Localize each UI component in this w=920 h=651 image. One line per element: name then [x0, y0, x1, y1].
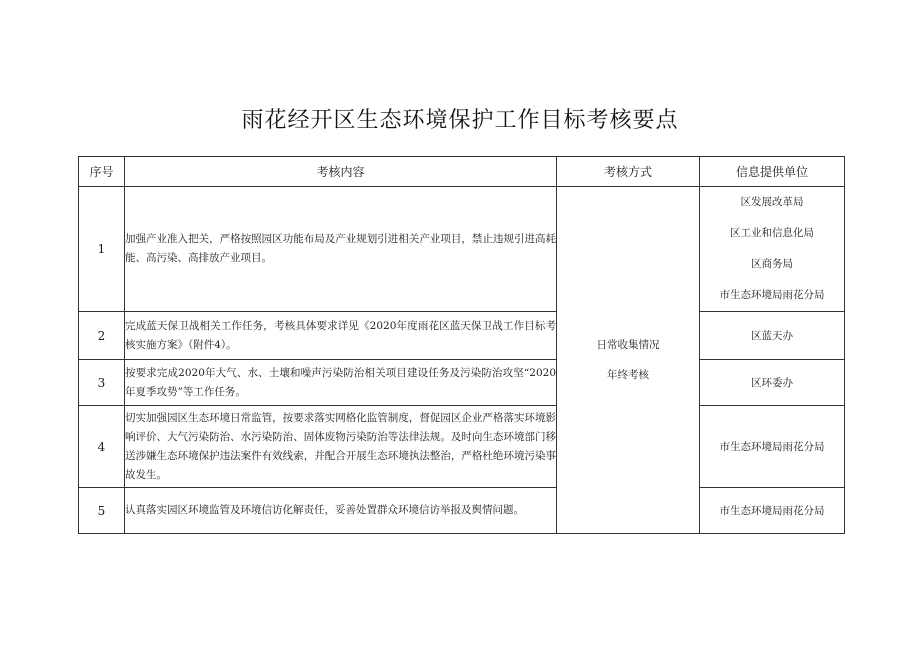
header-unit: 信息提供单位 [700, 157, 845, 187]
unit-item: 区蓝天办 [751, 330, 793, 342]
unit-item: 市生态环境局雨花分局 [719, 505, 825, 517]
header-content: 考核内容 [125, 157, 557, 187]
row-content: 认真落实园区环境监管及环境信访化解责任，妥善处置群众环境信访举报及舆情问题。 [125, 488, 557, 534]
row-content: 完成蓝天保卫战相关工作任务，考核具体要求详见《2020年度雨花区蓝天保卫战工作目标考核实施方案》（附件4）。 [125, 312, 557, 360]
row-number: 3 [79, 360, 125, 406]
table-row [79, 406, 845, 488]
row-units [700, 187, 845, 312]
header-serial-number: 序号 [79, 157, 125, 187]
assessment-table [78, 156, 845, 534]
table-row [79, 488, 845, 534]
row-units [700, 488, 845, 534]
row-number: 5 [79, 488, 125, 534]
table-row [79, 187, 845, 312]
row-number: 4 [79, 406, 125, 488]
table-row [79, 312, 845, 360]
row-units [700, 312, 845, 360]
unit-item: 区发展改革局 [740, 196, 804, 208]
table-row [79, 360, 845, 406]
row-content: 按要求完成2020年大气、水、土壤和噪声污染防治相关项目建设任务及污染防治攻坚“2020年夏季攻势”等工作任务。 [125, 360, 557, 406]
method-line-daily: 日常收集情况 [596, 339, 660, 351]
unit-item: 区工业和信息化局 [730, 227, 814, 239]
row-content: 切实加强园区生态环境日常监管，按要求落实网格化监管制度，督促园区企业严格落实环境影响评价、大气污染防治、水污染防治、固体废物污染防治等法律法规。及时向生态环境部门移送涉嫌生态环境保护违法案件有效线索，并配合开展生态环境执法整治，严格杜绝环境污染事故发生。 [125, 406, 557, 488]
row-content: 加强产业准入把关，严格按照园区功能布局及产业规划引进相关产业项目，禁止违规引进高耗能、高污染、高排放产业项目。 [125, 187, 557, 312]
unit-item: 市生态环境局雨花分局 [719, 441, 825, 453]
row-number: 1 [79, 187, 125, 312]
row-units [700, 406, 845, 488]
method-line-annual: 年终考核 [607, 369, 649, 381]
table-header-row [79, 157, 845, 187]
unit-item: 区商务局 [751, 258, 793, 270]
unit-item: 区环委办 [751, 377, 793, 389]
row-units [700, 360, 845, 406]
unit-item: 市生态环境局雨花分局 [719, 289, 825, 301]
assessment-method-cell [557, 187, 700, 534]
header-method: 考核方式 [557, 157, 700, 187]
document-title: 雨花经开区生态环境保护工作目标考核要点 [241, 108, 679, 133]
row-number: 2 [79, 312, 125, 360]
